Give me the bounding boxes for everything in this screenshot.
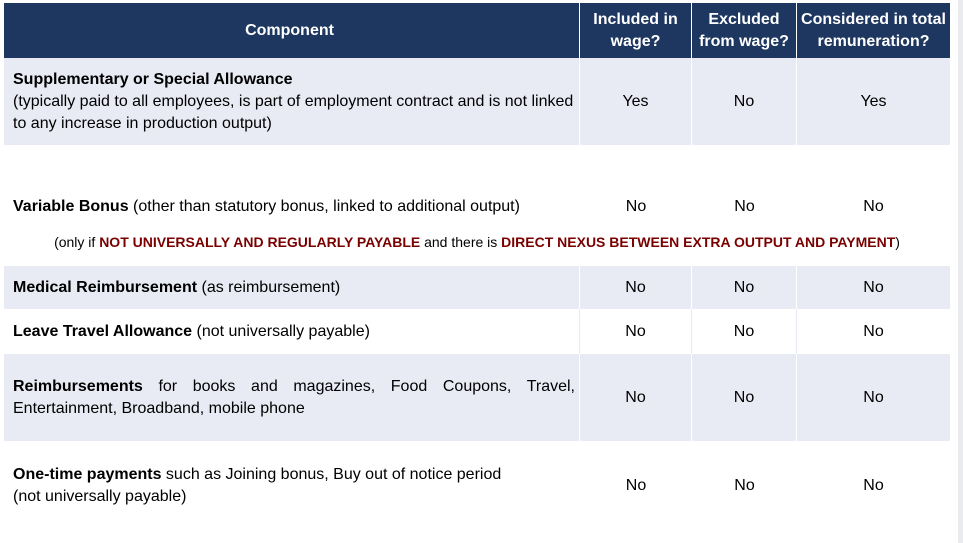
row-detail: such as Joining bonus, Buy out of notice period (161, 466, 502, 483)
table-row (4, 309, 950, 354)
variable-bonus-note (4, 231, 950, 253)
row-remuneration: No (863, 278, 884, 296)
row-title: Reimbursements (13, 377, 143, 395)
row-excluded: No (692, 58, 797, 145)
row-title: Variable Bonus (13, 198, 129, 215)
row-component (4, 195, 580, 219)
header-excluded-label: Excluded from wage? (699, 10, 789, 50)
row-excluded: No (692, 354, 797, 441)
row-included: Yes (580, 58, 692, 145)
row-component (4, 58, 580, 145)
row-title: Medical Reimbursement (13, 278, 198, 296)
row-included: No (580, 266, 692, 309)
table-header (4, 3, 950, 58)
row-component (4, 266, 580, 309)
row-included: No (580, 354, 692, 441)
header-remuneration (797, 3, 950, 58)
row-title: Supplementary or Special Allowance (13, 70, 293, 88)
row-remuneration: No (863, 198, 884, 215)
header-included (580, 3, 692, 58)
header-included-label: Included in wage? (593, 10, 678, 50)
header-component: Component (4, 3, 580, 58)
row-remuneration: No (863, 322, 884, 340)
row-detail: for books and magazines, Food Coupons, Travel, Entertainment, Broadband, mobile phone (13, 377, 575, 417)
table-row (4, 266, 950, 309)
row-component (4, 354, 580, 441)
row-included: No (625, 477, 647, 494)
row-excluded: No (734, 477, 755, 494)
row-excluded: No (734, 198, 755, 215)
header-remuneration-label: Considered in total remuneration? (801, 10, 946, 50)
row-excluded: No (692, 266, 797, 309)
row-component (4, 309, 580, 354)
header-excluded (692, 3, 797, 58)
row-detail-extra: (not universally payable) (13, 488, 187, 505)
page-edge-strip (958, 0, 963, 543)
row-component (4, 441, 580, 531)
note-middle: and there is (420, 234, 502, 250)
row-detail: (other than statutory bonus, linked to additional output) (128, 198, 520, 215)
row-title: One-time payments (13, 466, 162, 483)
row-detail: (not universally payable) (192, 322, 370, 340)
row-remuneration: Yes (860, 92, 887, 110)
row-excluded: No (692, 309, 797, 354)
row-detail: (as reimbursement) (197, 278, 341, 296)
note-highlight-nexus: DIRECT NEXUS BETWEEN EXTRA OUTPUT AND PAYMENT (501, 234, 896, 250)
row-remuneration: No (863, 477, 884, 494)
row-included: No (580, 309, 692, 354)
table-row (4, 195, 950, 219)
table-row (4, 58, 950, 145)
note-suffix: ) (895, 234, 900, 250)
row-remuneration: No (863, 388, 884, 406)
row-detail: (typically paid to all employees, is part of employment contract and is not linked to any increase in production output) (13, 92, 574, 132)
wage-components-table (4, 3, 950, 540)
note-prefix: (only if (54, 234, 100, 250)
row-included: No (625, 198, 647, 215)
note-highlight-universal: NOT UNIVERSALLY AND REGULARLY PAYABLE (99, 234, 421, 250)
table-row (4, 441, 950, 531)
table-row (4, 354, 950, 441)
row-title: Leave Travel Allowance (13, 322, 193, 340)
